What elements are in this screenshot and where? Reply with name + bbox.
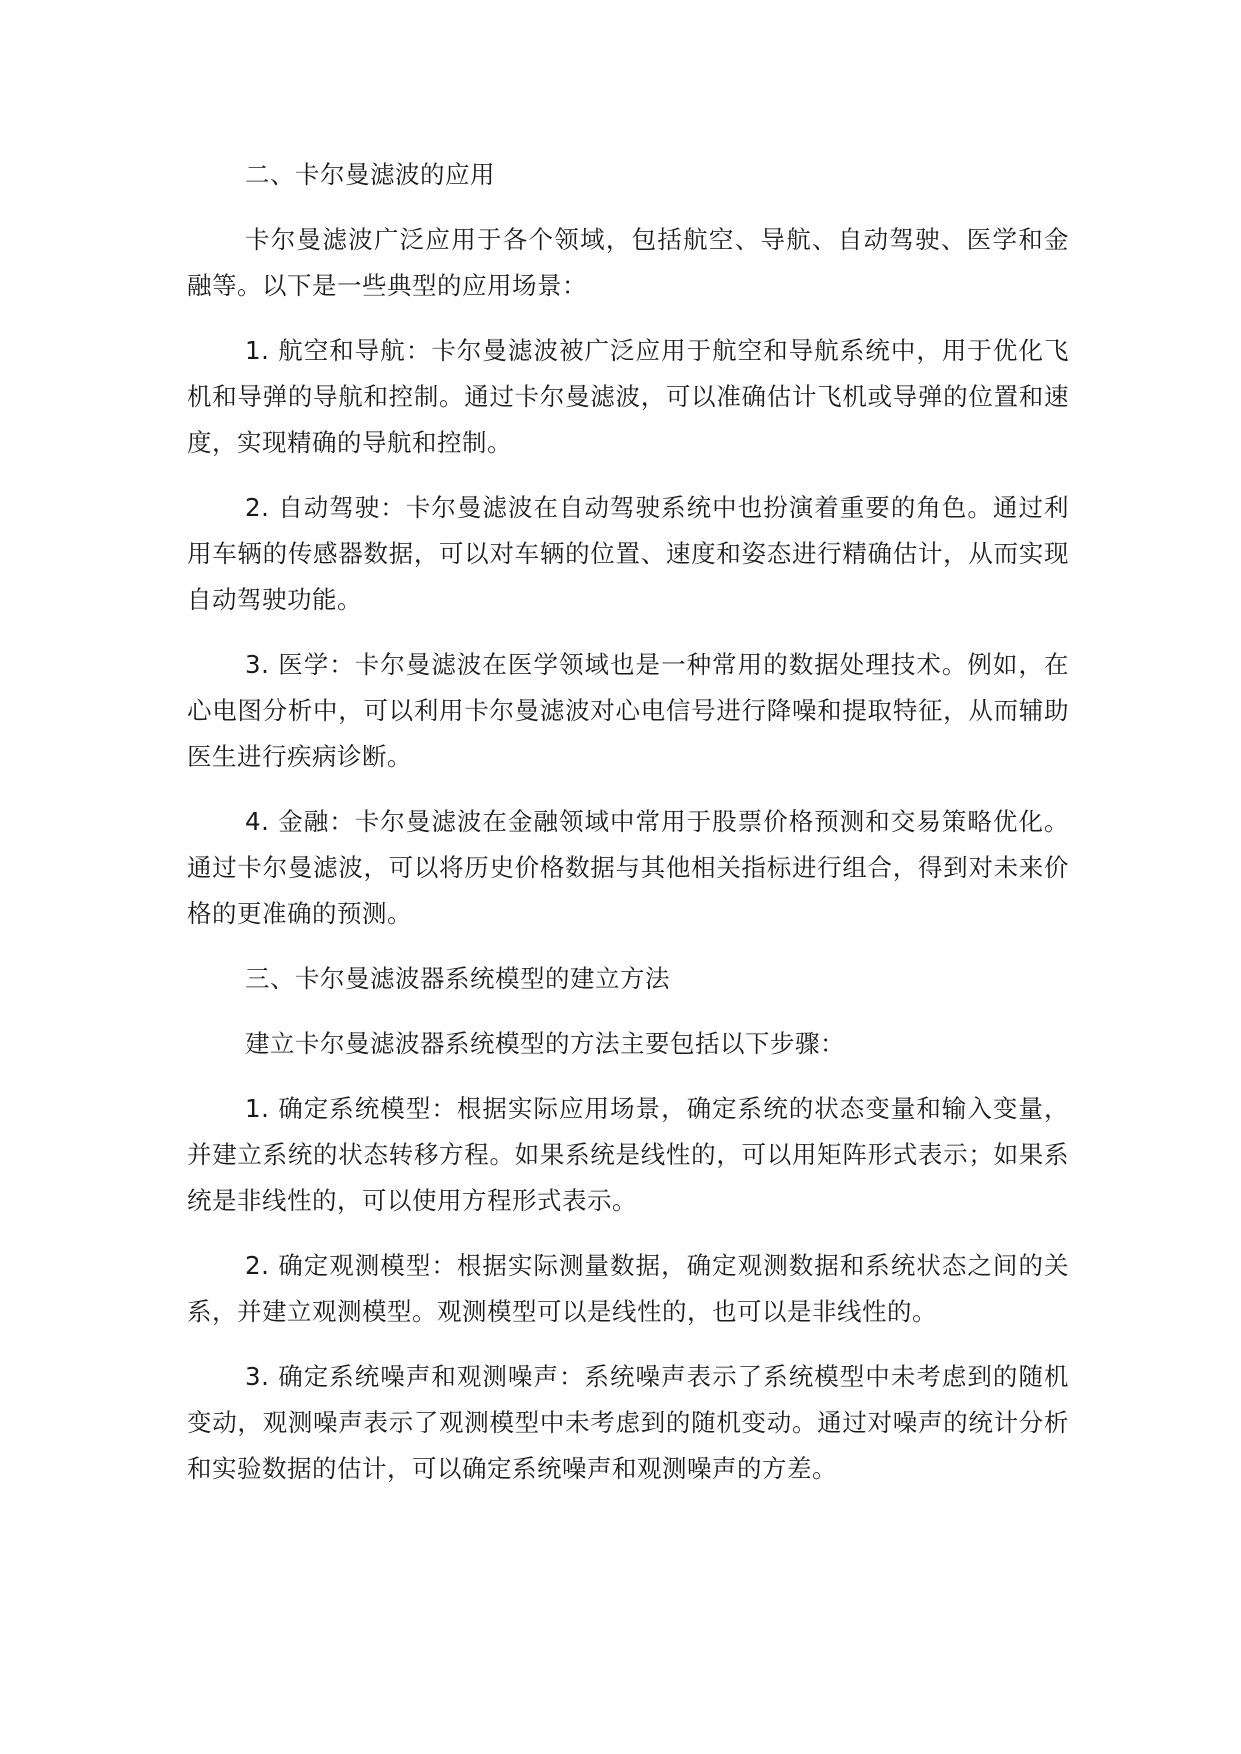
section-heading-applications: 二、卡尔曼滤波的应用 (245, 160, 495, 189)
model-step-noise: 3. 确定系统噪声和观测噪声：系统噪声表示了系统模型中未考虑到的随机变动，观测噪声表示了观测模型中未考虑到的随机变动。通过对噪声的统计分析和实验数据的估计，可以确定系统噪声和观测噪声的方差。 (187, 1362, 1069, 1483)
section-intro-model-building: 建立卡尔曼滤波器系统模型的方法主要包括以下步骤： (245, 1029, 845, 1058)
application-item-medicine: 3. 医学：卡尔曼滤波在医学领域也是一种常用的数据处理技术。例如，在心电图分析中，可以利用卡尔曼滤波对心电信号进行降噪和提取特征，从而辅助医生进行疾病诊断。 (187, 650, 1069, 771)
model-step-observation-model: 2. 确定观测模型：根据实际测量数据，确定观测数据和系统状态之间的关系，并建立观测模型。观测模型可以是线性的，也可以是非线性的。 (187, 1251, 1069, 1326)
document-body (187, 152, 1069, 1511)
application-item-aviation: 1. 航空和导航：卡尔曼滤波被广泛应用于航空和导航系统中，用于优化飞机和导弹的导航和控制。通过卡尔曼滤波，可以准确估计飞机或导弹的位置和速度，实现精确的导航和控制。 (187, 336, 1069, 457)
application-item-finance: 4. 金融：卡尔曼滤波在金融领域中常用于股票价格预测和交易策略优化。通过卡尔曼滤波，可以将历史价格数据与其他相关指标进行组合，得到对未来价格的更准确的预测。 (187, 807, 1069, 928)
section-heading-model-building: 三、卡尔曼滤波器系统模型的建立方法 (245, 964, 670, 993)
application-item-autonomous-driving: 2. 自动驾驶：卡尔曼滤波在自动驾驶系统中也扮演着重要的角色。通过利用车辆的传感器数据，可以对车辆的位置、速度和姿态进行精确估计，从而实现自动驾驶功能。 (187, 493, 1069, 614)
model-step-system-model: 1. 确定系统模型：根据实际应用场景，确定系统的状态变量和输入变量，并建立系统的状态转移方程。如果系统是线性的，可以用矩阵形式表示；如果系统是非线性的，可以使用方程形式表示。 (187, 1094, 1069, 1215)
section-intro-applications: 卡尔曼滤波广泛应用于各个领域，包括航空、导航、自动驾驶、医学和金融等。以下是一些典型的应用场景： (187, 225, 1069, 300)
